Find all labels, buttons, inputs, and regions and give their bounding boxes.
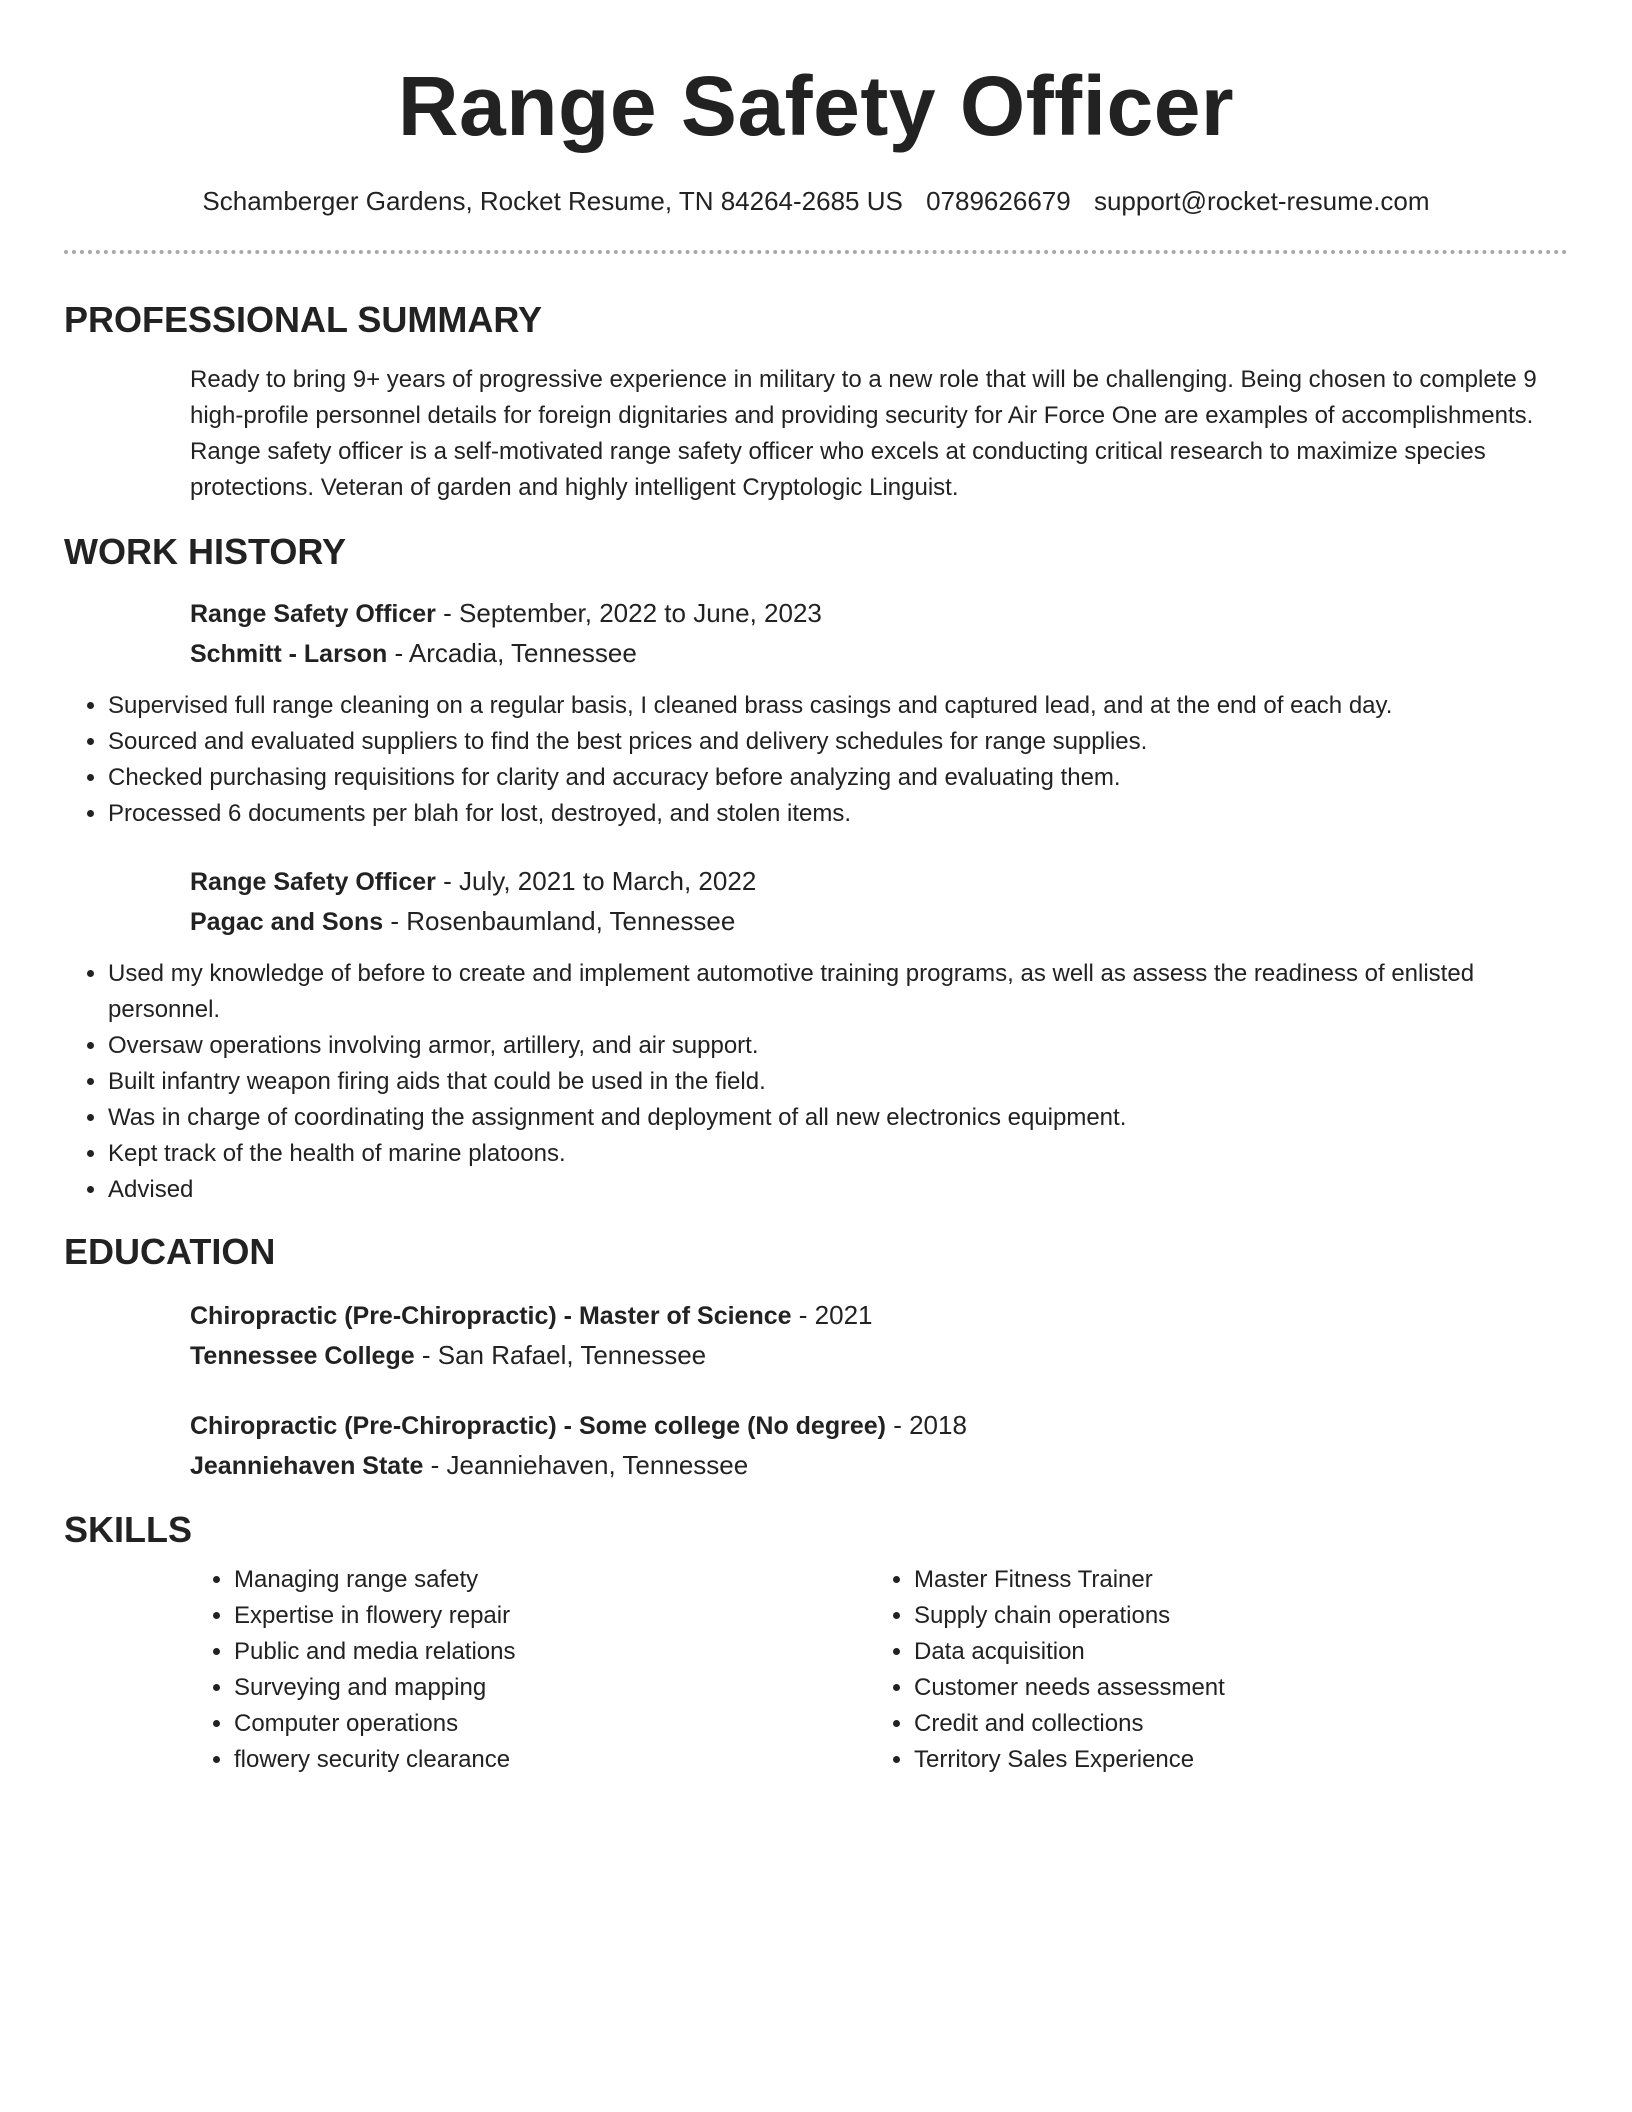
job-role: Range Safety Officer (190, 868, 436, 896)
list-item: • Public and media relations (234, 1634, 870, 1670)
list-item: • Data acquisition (914, 1634, 1550, 1670)
education-degree-line (190, 1296, 1568, 1336)
job-role-line (190, 594, 1568, 634)
list-item: • Built infantry weapon firing aids that could be used in the field. (108, 1064, 1568, 1100)
list-item: • Used my knowledge of before to create and implement automotive training programs, as well as assess the readiness of enlisted personnel. (108, 956, 1568, 1028)
contact-line (64, 184, 1568, 218)
summary-text: Ready to bring 9+ years of progressive experience in military to a new role that will be challenging. Being chosen to complete 9 high-profile personnel details for foreign dignitaries and providing security for Air Force One are examples of accomplishments. Range safety officer is a self-motivated range safety officer who excels at conducting critical research to maximize species protections. Veteran of garden and highly intelligent Cryptologic Linguist. (190, 366, 1537, 501)
job-company-line (190, 634, 1568, 674)
skills-title: SKILLS (64, 1509, 193, 1550)
skills-section (64, 1508, 1568, 1778)
contact-email: support@rocket-resume.com (1093, 186, 1430, 216)
job-company: Schmitt - Larson (190, 640, 388, 668)
education-title: EDUCATION (64, 1231, 276, 1272)
list-item: • Advised (108, 1172, 1568, 1208)
education-degree-line (190, 1406, 1568, 1446)
candidate-name: Range Safety Officer (397, 59, 1235, 153)
list-item: • Supply chain operations (914, 1598, 1550, 1634)
list-item: • Credit and collections (914, 1706, 1550, 1742)
job-company: Pagac and Sons (190, 908, 384, 936)
education-year: - 2018 (885, 1410, 967, 1440)
list-item: • flowery security clearance (234, 1742, 870, 1778)
education-degree: Chiropractic (Pre-Chiropractic) - Some college (No degree) (190, 1412, 886, 1440)
contact-address: Schamberger Gardens, Rocket Resume, TN 84264-2685 US (202, 186, 903, 216)
list-item: • Master Fitness Trainer (914, 1562, 1550, 1598)
skills-column-left (190, 1562, 870, 1778)
list-item: • Was in charge of coordinating the assignment and deployment of all new electronics equipment. (108, 1100, 1568, 1136)
skills-list (190, 1562, 870, 1778)
list-item: • Oversaw operations involving armor, artillery, and air support. (108, 1028, 1568, 1064)
job-entry (190, 594, 1568, 674)
skills-column-right (870, 1562, 1550, 1778)
list-item: • Checked purchasing requisitions for clarity and accuracy before analyzing and evaluating them. (108, 760, 1568, 796)
education-school-line (190, 1336, 1568, 1376)
list-item: • Territory Sales Experience (914, 1742, 1550, 1778)
list-item: • Processed 6 documents per blah for lost, destroyed, and stolen items. (108, 796, 1568, 832)
education-school-line (190, 1446, 1568, 1486)
summary-section (64, 298, 1568, 506)
header-divider (64, 250, 1568, 254)
job-bullets (64, 956, 1568, 1208)
job-dates: - July, 2021 to March, 2022 (435, 866, 757, 896)
skills-columns (190, 1562, 1568, 1778)
education-entry (190, 1406, 1568, 1486)
work-history-title: WORK HISTORY (64, 531, 347, 572)
education-school: Jeanniehaven State (190, 1452, 424, 1480)
job-bullets (64, 688, 1568, 832)
job-role: Range Safety Officer (190, 600, 436, 628)
education-location: - San Rafael, Tennessee (414, 1340, 707, 1370)
contact-phone: 0789626679 (926, 186, 1071, 216)
education-school: Tennessee College (190, 1342, 415, 1370)
list-item: • Computer operations (234, 1706, 870, 1742)
list-item: • Supervised full range cleaning on a regular basis, I cleaned brass casings and captured lead, and at the end of each day. (108, 688, 1568, 724)
skills-list (870, 1562, 1550, 1778)
list-item: • Kept track of the health of marine platoons. (108, 1136, 1568, 1172)
education-degree: Chiropractic (Pre-Chiropractic) - Master of Science (190, 1302, 792, 1330)
job-entry (190, 862, 1568, 942)
job-company-line (190, 902, 1568, 942)
list-item: • Expertise in flowery repair (234, 1598, 870, 1634)
summary-title: PROFESSIONAL SUMMARY (64, 299, 543, 340)
job-dates: - September, 2022 to June, 2023 (435, 598, 822, 628)
resume-page (64, 0, 1568, 1778)
list-item: • Customer needs assessment (914, 1670, 1550, 1706)
job-location: - Arcadia, Tennessee (387, 638, 637, 668)
education-section (64, 1230, 1568, 1486)
education-entry (190, 1296, 1568, 1376)
list-item: • Surveying and mapping (234, 1670, 870, 1706)
list-item: • Managing range safety (234, 1562, 870, 1598)
work-history-section (64, 530, 1568, 1208)
education-location: - Jeanniehaven, Tennessee (423, 1450, 749, 1480)
list-item: • Sourced and evaluated suppliers to find the best prices and delivery schedules for range supplies. (108, 724, 1568, 760)
job-role-line (190, 862, 1568, 902)
job-location: - Rosenbaumland, Tennessee (383, 906, 736, 936)
education-year: - 2021 (791, 1300, 873, 1330)
